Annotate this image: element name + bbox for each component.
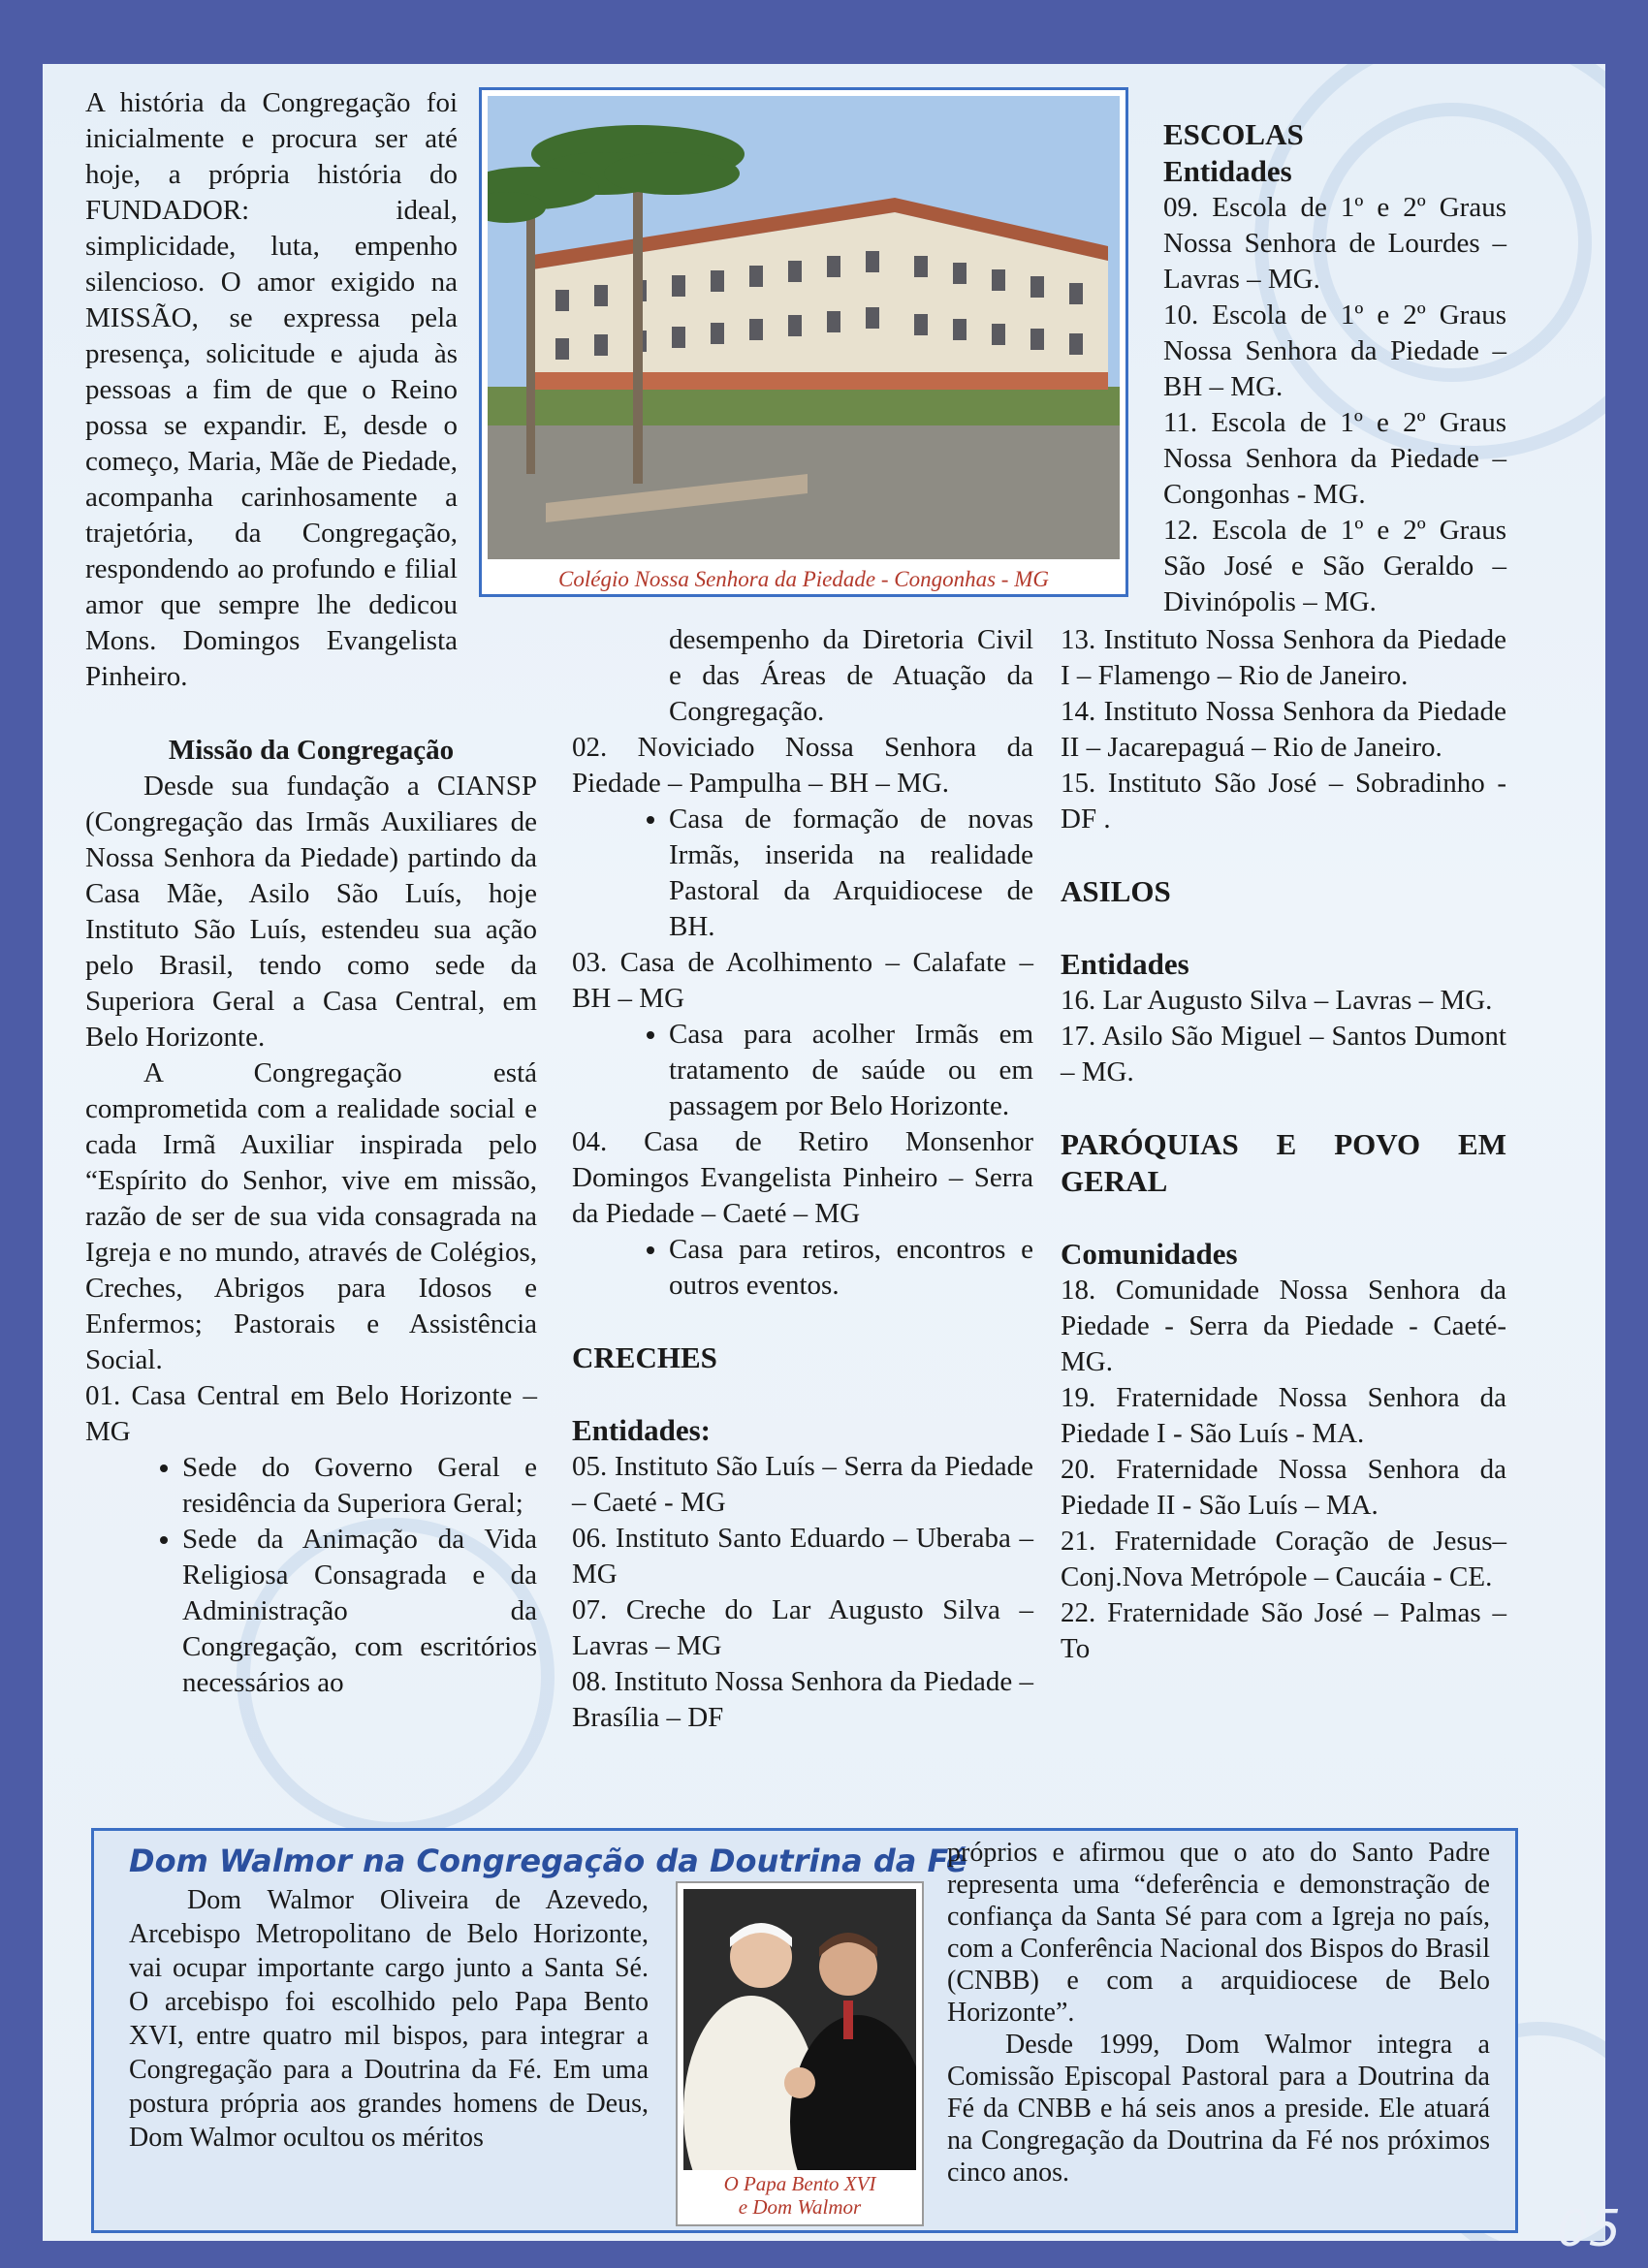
building-photo — [488, 96, 1120, 559]
list-item-18: 18. Comunidade Nossa Senhora da Piedade - Serra da Piedade - Caeté-MG. — [1061, 1275, 1506, 1377]
photo-caption: Colégio Nossa Senhora da Piedade - Congonhas - MG — [558, 567, 1049, 591]
list-item-01-bullet-2: • Sede da Animação da Vida Religiosa Consagrada e da Administração da Congregação, com escritórios necessários ao — [182, 1522, 537, 1701]
comunidades-heading: Comunidades — [1061, 1237, 1238, 1271]
list-item-11: 11. Escola de 1º e 2º Graus Nossa Senhora da Piedade – Congonhas - MG. — [1163, 407, 1506, 510]
pope-photo-frame — [676, 1881, 924, 2226]
list-item-09: 09. Escola de 1º e 2º Graus Nossa Senhora de Lourdes – Lavras – MG. — [1163, 192, 1506, 295]
list-item-05: 05. Instituto São Luís – Serra da Piedade – Caeté - MG — [572, 1451, 1033, 1518]
list-item-12: 12. Escola de 1º e 2º Graus São José e São Geraldo – Divinópolis – MG. — [1163, 515, 1506, 617]
list-item-16: 16. Lar Augusto Silva – Lavras – MG. — [1061, 985, 1493, 1016]
column-1-lower — [85, 733, 537, 1701]
school-building-illustration — [488, 96, 1120, 559]
pope-photo-caption-line-2: e Dom Walmor — [738, 2195, 862, 2219]
creches-entidades-heading: Entidades: — [572, 1413, 711, 1447]
building-photo-frame — [479, 87, 1128, 597]
list-item-10: 10. Escola de 1º e 2º Graus Nossa Senhora da Piedade – BH – MG. — [1163, 299, 1506, 402]
news-box-title: Dom Walmor na Congregação da Doutrina da Fé — [129, 1843, 967, 1879]
page-number: 05 — [1556, 2200, 1621, 2258]
asilos-heading: ASILOS — [1061, 874, 1171, 908]
list-item-03-bullet: • Casa para acolher Irmãs em tratamento de saúde ou em passagem por Belo Horizonte. — [669, 1017, 1033, 1124]
pope-photo-caption — [678, 2172, 922, 2219]
list-item-03: 03. Casa de Acolhimento – Calafate – BH – MG — [572, 947, 1033, 1014]
list-item-15: 15. Instituto São José – Sobradinho - DF . — [1061, 768, 1506, 835]
intro-paragraph: A história da Congregação foi inicialmente e procura ser até hoje, a própria história do FUNDADOR: ideal, simplicidade, luta, empenho silencioso. O amor exigido na MISSÃO, se expressa pela presença, solicitude e ajuda às pessoas a fim de que o Reino possa se expandir. E, desde o começo, Maria, Mãe de Piedade, acompanha carinhosamente a trajetória, da Congregação, respondendo ao profundo e filial amor que sempre lhe dedicou Mons. Domingos Evangelista Pinheiro. — [85, 87, 458, 692]
item01-continuation: desempenho da Diretoria Civil e das Áreas de Atuação da Congregação. — [669, 624, 1033, 727]
list-item-07: 07. Creche do Lar Augusto Silva – Lavras – MG — [572, 1594, 1033, 1661]
pope-and-archbishop-illustration — [683, 1889, 916, 2170]
list-item-22: 22. Fraternidade São José – Palmas – To — [1061, 1597, 1506, 1664]
column-1 — [85, 85, 458, 695]
list-item-01-bullet-1: • Sede do Governo Geral e residência da Superiora Geral; — [182, 1450, 537, 1522]
list-item-02-bullet: • Casa de formação de novas Irmãs, inserida na realidade Pastoral da Arquidiocese de BH. — [669, 802, 1033, 945]
news-box-right-paragraph-1: próprios e afirmou que o ato do Santo Padre representa uma “deferência e demonstração de confiança da Santa Sé para com a Igreja no país, com a Conferência Nacional dos Bispos do Brasil (CNBB) e com a arquidiocese de Belo Horizonte”. — [947, 1838, 1490, 2028]
missao-paragraph-2: A Congregação está comprometida com a realidade social e cada Irmã Auxiliar inspirada pelo “Espírito do Senhor, vive em missão, razão de ser de sua vida consagrada na Igreja e no mundo, através de Colégios, Creches, Abrigos para Idosos e Enfermos; Pastorais e Assistência Social. — [85, 1057, 537, 1375]
list-item-21: 21. Fraternidade Coração de Jesus–Conj.Nova Metrópole – Caucáia - CE. — [1061, 1526, 1506, 1592]
list-item-13: 13. Instituto Nossa Senhora da Piedade I – Flamengo – Rio de Janeiro. — [1061, 624, 1506, 691]
missao-heading: Missão da Congregação — [168, 735, 455, 766]
escolas-entidades-heading: Entidades — [1163, 154, 1292, 188]
missao-paragraph-1: Desde sua fundação a CIANSP (Congregação das Irmãs Auxiliares de Nossa Senhora da Piedade) partindo da Casa Mãe, Asilo São Luís, hoje Instituto São Luís, estendeu sua ação pelo Brasil, tendo como sede da Superiora Geral a Casa Central, em Belo Horizonte. — [85, 771, 537, 1053]
news-box — [91, 1828, 1518, 2233]
news-box-right-column — [947, 1837, 1490, 2189]
news-box-left-paragraph: Dom Walmor Oliveira de Azevedo, Arcebispo Metropolitano de Belo Horizonte, vai ocupar importante cargo junto a Santa Sé. O arcebispo foi escolhido pelo Papa Bento XVI, entre quatro mil bispos, para integrar a Congregação para a Doutrina da Fé. Em uma postura própria aos grandes homens de Deus, Dom Walmor ocultou os méritos — [129, 1885, 649, 2153]
list-item-04: 04. Casa de Retiro Monsenhor Domingos Evangelista Pinheiro – Serra da Piedade – Caeté – MG — [572, 1126, 1033, 1229]
list-item-19: 19. Fraternidade Nossa Senhora da Piedade I - São Luís - MA. — [1061, 1382, 1506, 1449]
news-box-left-column — [129, 1883, 649, 2155]
list-item-01: 01. Casa Central em Belo Horizonte – MG — [85, 1380, 537, 1447]
list-item-17: 17. Asilo São Miguel – Santos Dumont – MG. — [1061, 1021, 1506, 1087]
paroquias-heading: PARÓQUIAS E POVO EM GERAL — [1061, 1127, 1506, 1198]
list-item-04-bullet: • Casa para retiros, encontros e outros eventos. — [669, 1232, 1033, 1304]
list-item-14: 14. Instituto Nossa Senhora da Piedade II – Jacarepaguá – Rio de Janeiro. — [1061, 696, 1506, 763]
creches-heading: CRECHES — [572, 1340, 717, 1374]
news-box-right-paragraph-2: Desde 1999, Dom Walmor integra a Comissão Episcopal Pastoral para a Doutrina da Fé da CNBB e há seis anos a preside. Ele atuará na Congregação da Doutrina da Fé nos próximos cinco anos. — [947, 2030, 1490, 2188]
list-item-02: 02. Noviciado Nossa Senhora da Piedade – Pampulha – BH – MG. — [572, 732, 1033, 799]
asilos-entidades-heading: Entidades — [1061, 947, 1189, 981]
list-item-06: 06. Instituto Santo Eduardo – Uberaba – MG — [572, 1523, 1033, 1590]
escolas-heading: ESCOLAS — [1163, 117, 1304, 151]
column-3 — [1061, 622, 1506, 1667]
column-2 — [572, 622, 1033, 1736]
pope-photo — [683, 1889, 916, 2170]
list-item-08: 08. Instituto Nossa Senhora da Piedade – Brasília – DF — [572, 1666, 1034, 1733]
column-3-top — [1163, 116, 1506, 620]
pope-photo-caption-line-1: O Papa Bento XVI — [723, 2172, 876, 2195]
list-item-20: 20. Fraternidade Nossa Senhora da Piedade II - São Luís – MA. — [1061, 1454, 1506, 1521]
